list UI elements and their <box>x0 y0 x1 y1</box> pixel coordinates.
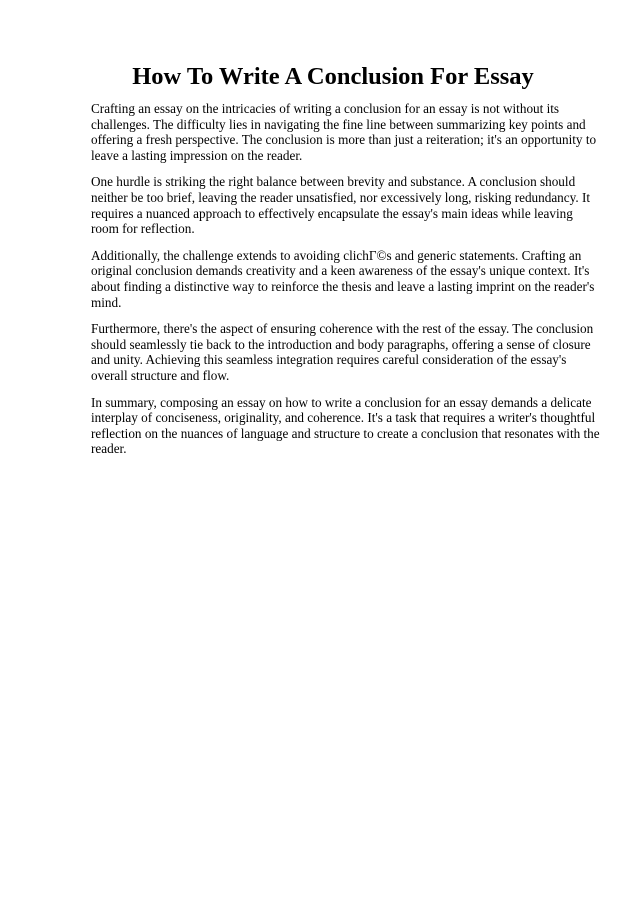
document-title: How To Write A Conclusion For Essay <box>132 63 534 90</box>
document-body <box>91 101 603 468</box>
paragraph-3: Additionally, the challenge extends to avoiding clichГ©s and generic statements. Crafting an original conclusion demands creativity and a keen awareness of the essay's unique context. It's about finding a distinctive way to reinforce the thesis and leave a lasting imprint on the reader's mind. <box>91 247 595 310</box>
paragraph-5: In summary, composing an essay on how to write a conclusion for an essay demands a delicate interplay of conciseness, originality, and coherence. It's a task that requires a writer's thoughtful reflection on the nuances of language and structure to create a conclusion that resonates with the reader. <box>91 394 600 457</box>
paragraph-2: One hurdle is striking the right balance between brevity and substance. A conclusion should neither be too brief, leaving the reader unsatisfied, nor excessively long, risking redundancy. It requires a nuanced approach to effectively encapsulate the essay's main ideas while leaving room for reflection. <box>91 174 591 237</box>
paragraph-4: Furthermore, there's the aspect of ensuring coherence with the rest of the essay. The conclusion should seamlessly tie back to the introduction and body paragraphs, offering a sense of closure and unity. Achieving this seamless integration requires careful consideration of the essay's overall structure and flow. <box>91 321 594 383</box>
paragraph-1: Crafting an essay on the intricacies of writing a conclusion for an essay is not without its challenges. The difficulty lies in navigating the fine line between summarizing key points and offering a fresh perspective. The conclusion is more than just a reiteration; it's an opportunity to leave a lasting impression on the reader. <box>91 101 597 163</box>
